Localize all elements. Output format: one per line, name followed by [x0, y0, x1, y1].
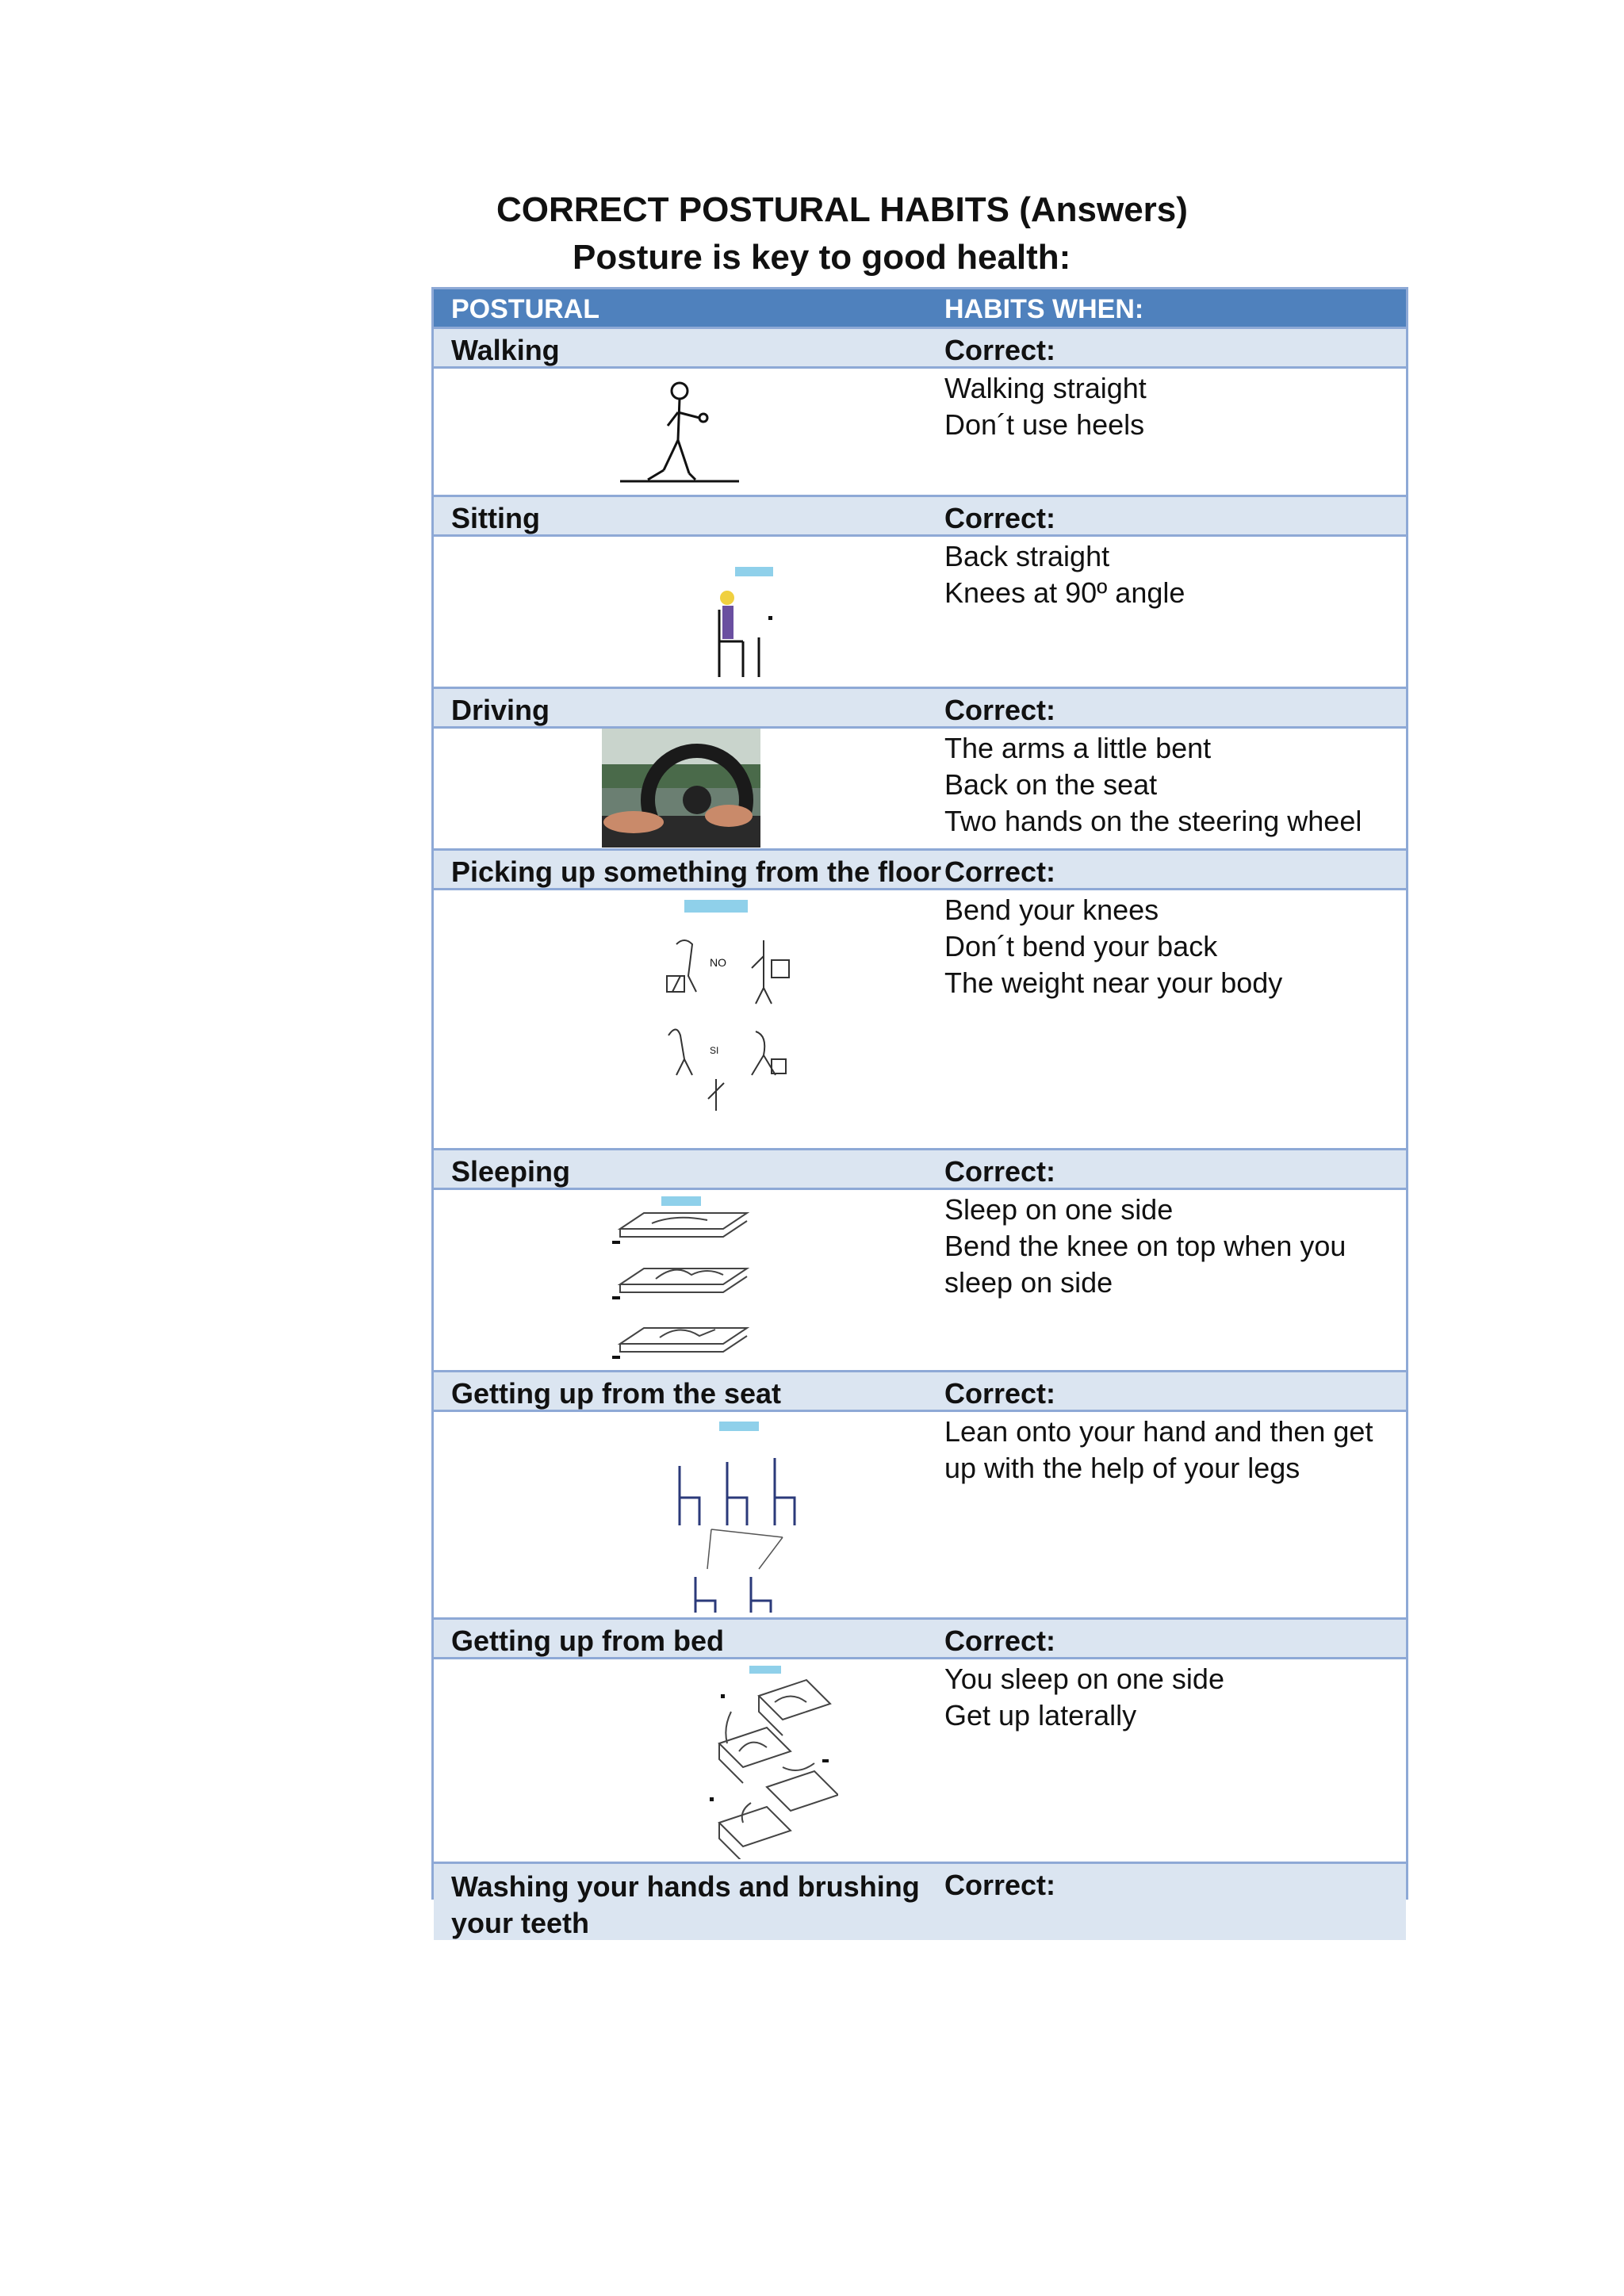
habit-name — [451, 1869, 920, 1942]
driving-photo-icon — [602, 729, 760, 848]
habit-line: Sleep on one side — [944, 1193, 1174, 1226]
getting-out-of-bed-figures-icon — [703, 1664, 838, 1859]
habits-table — [431, 287, 1408, 1939]
habit-lines — [944, 1414, 1373, 1487]
header-postural: POSTURAL — [451, 294, 599, 324]
correct-label: Correct: — [944, 694, 1056, 726]
habit-lines — [944, 1661, 1224, 1734]
habit-line: Two hands on the steering wheel — [944, 805, 1362, 837]
habit-line: Get up laterally — [944, 1699, 1137, 1732]
habit-line: Back on the seat — [944, 768, 1158, 801]
table-row — [434, 689, 1406, 729]
habit-line: Walking straight — [944, 372, 1147, 404]
habit-line: Bend the knee on top when you — [944, 1230, 1346, 1262]
correct-label: Correct: — [944, 334, 1056, 366]
habit-name: Walking — [451, 334, 560, 366]
table-row — [434, 369, 1406, 497]
habit-lines — [944, 730, 1362, 840]
habit-line: Knees at 90º angle — [944, 576, 1185, 609]
table-row — [434, 1620, 1406, 1659]
figure-label-si: SI — [710, 1045, 719, 1056]
habit-line: Bend your knees — [944, 894, 1159, 926]
habit-line: You sleep on one side — [944, 1663, 1224, 1695]
habit-line: Don´t use heels — [944, 408, 1145, 441]
lifting-figures-icon — [653, 897, 795, 1119]
habit-line: up with the help of your legs — [944, 1452, 1300, 1484]
correct-label: Correct: — [944, 1624, 1056, 1657]
habit-name: Getting up from bed — [451, 1624, 724, 1657]
standing-up-figures-icon — [664, 1418, 814, 1617]
correct-label: Correct: — [944, 1377, 1056, 1410]
table-row — [434, 1372, 1406, 1412]
sleeping-figures-icon — [612, 1193, 755, 1369]
table-row — [434, 497, 1406, 537]
table-row — [434, 1412, 1406, 1620]
page-subtitle: Posture is key to good health: — [573, 238, 1071, 277]
habit-line: The weight near your body — [944, 966, 1283, 999]
correct-label: Correct: — [944, 855, 1056, 888]
correct-label: Correct: — [944, 502, 1056, 534]
table-row — [434, 537, 1406, 689]
table-row — [434, 329, 1406, 369]
table-row — [434, 1659, 1406, 1864]
habit-lines — [944, 370, 1147, 443]
table-row — [434, 1864, 1406, 1940]
table-row — [434, 729, 1406, 851]
habit-lines — [944, 1192, 1346, 1301]
habit-line: Don´t bend your back — [944, 930, 1218, 962]
correct-label: Correct: — [944, 1155, 1056, 1188]
habit-name: Getting up from the seat — [451, 1377, 782, 1410]
figure-label-no: NO — [710, 956, 726, 969]
habit-name: Driving — [451, 694, 550, 726]
table-row — [434, 1190, 1406, 1372]
sitting-figure-icon — [695, 562, 791, 681]
habit-name: Sitting — [451, 502, 540, 534]
walking-figure-icon — [616, 377, 743, 488]
table-row — [434, 1150, 1406, 1190]
habit-name-line: Washing your hands and brushing — [451, 1870, 920, 1903]
table-row — [434, 890, 1406, 1150]
habit-line: sleep on side — [944, 1266, 1113, 1299]
correct-label: Correct: — [944, 1869, 1056, 1901]
habit-name: Sleeping — [451, 1155, 571, 1188]
habit-line: Back straight — [944, 540, 1110, 572]
page-title: CORRECT POSTURAL HABITS (Answers) — [496, 190, 1188, 229]
habit-name: Picking up something from the floor — [451, 855, 942, 888]
table-row — [434, 851, 1406, 890]
header-habits-when: HABITS WHEN: — [944, 294, 1144, 324]
habit-line: Lean onto your hand and then get — [944, 1415, 1373, 1448]
habit-line: The arms a little bent — [944, 732, 1212, 764]
habit-name-line: your teeth — [451, 1907, 590, 1939]
habit-lines — [944, 538, 1185, 611]
table-header — [434, 289, 1406, 329]
habit-lines — [944, 892, 1282, 1001]
